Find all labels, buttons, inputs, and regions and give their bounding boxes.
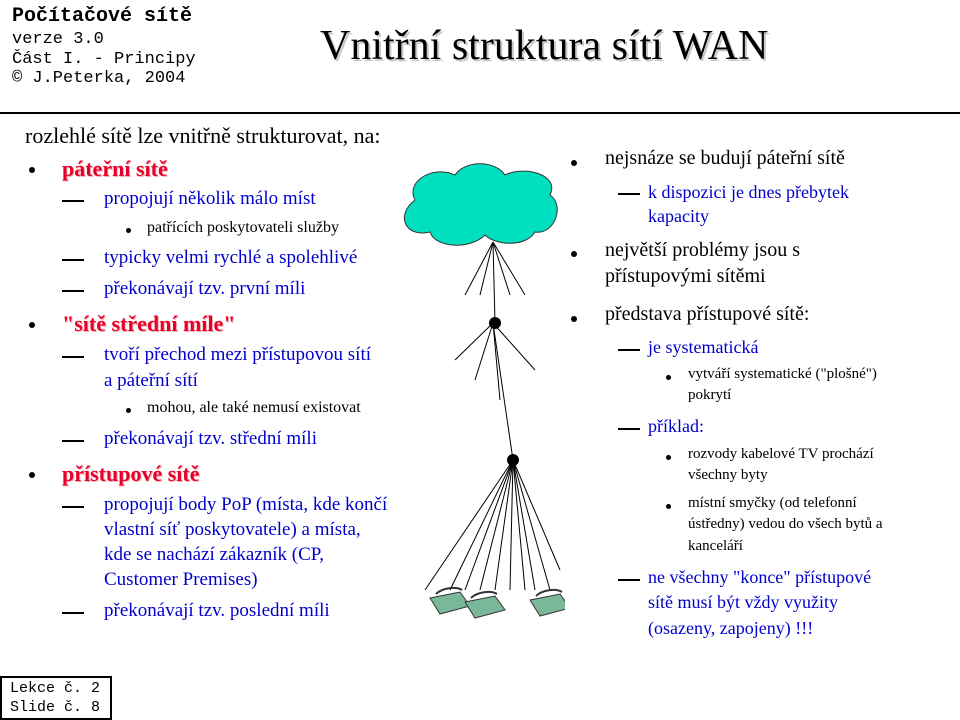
telephone-icon: [430, 588, 470, 614]
left-access-item-2: překonávají tzv. poslední míli: [104, 600, 330, 621]
subbullet-dot: [666, 375, 671, 380]
left-backbone-subitem: patřících poskytovateli služby: [147, 219, 339, 236]
left-backbone-item-1: propojují několik málo míst: [104, 188, 316, 209]
right-bullet-2a: největší problémy jsou s: [605, 239, 800, 261]
bullet-dot: [571, 316, 577, 322]
right-subitem-c2: ústředny) vedou do všech bytů a: [688, 516, 883, 532]
dash-marker: [62, 259, 84, 261]
course-copyright: © J.Peterka, 2004: [12, 69, 186, 88]
subbullet-dot: [666, 455, 671, 460]
telephone-icon: [465, 592, 505, 618]
backbone-cloud: [404, 164, 557, 245]
bullet-dot: [29, 472, 35, 478]
dash-marker: [618, 193, 640, 195]
right-item-3-3b: sítě musí být vždy využity: [648, 592, 838, 612]
left-access-item-1d: Customer Premises): [104, 569, 258, 590]
dash-marker: [618, 428, 640, 430]
left-middle-item-1b: a páteřní sítí: [104, 370, 198, 391]
left-access-item-1c: kde se nachází zákazník (CP,: [104, 544, 324, 565]
left-middle-item-2: překonávají tzv. střední míli: [104, 428, 317, 449]
junction-node: [507, 454, 519, 466]
lecture-number: Lekce č. 2: [10, 680, 101, 697]
right-subitem-b1: rozvody kabelové TV prochází: [688, 446, 874, 462]
right-subitem-c3: kanceláří: [688, 538, 743, 554]
cable-lines: [425, 242, 560, 590]
dash-marker: [62, 506, 84, 508]
right-item-3-2: příklad:: [648, 416, 704, 436]
left-middle-subitem: mohou, ale také nemusí existovat: [147, 399, 361, 416]
right-bullet-3: představa přístupové sítě:: [605, 303, 810, 325]
right-subitem-a1: vytváří systematické ("plošné"): [688, 366, 877, 382]
bullet-dot: [571, 160, 577, 166]
subbullet-dot: [126, 228, 131, 233]
dash-marker: [62, 440, 84, 442]
header-divider: [0, 112, 960, 114]
dash-marker: [62, 290, 84, 292]
left-bullet-backbone: páteřní sítě: [62, 156, 168, 181]
course-version: verze 3.0: [12, 30, 104, 49]
bullet-dot: [571, 251, 577, 257]
dash-marker: [62, 200, 84, 202]
dash-marker: [618, 349, 640, 351]
telephone-icon: [530, 590, 565, 616]
right-item-3-1: je systematická: [648, 337, 759, 357]
left-backbone-item-3: překonávají tzv. první míli: [104, 278, 306, 299]
course-part: Část I. - Principy: [12, 50, 196, 69]
dash-marker: [62, 356, 84, 358]
access-network-diagram: [395, 160, 565, 630]
right-bullet-2b: přístupovými sítěmi: [605, 265, 766, 287]
right-bullet-1: nejsnáze se budují páteřní sítě: [605, 147, 845, 169]
right-item-3-3c: (osazeny, zapojeny) !!!: [648, 618, 814, 638]
bullet-dot: [29, 322, 35, 328]
left-backbone-item-2: typicky velmi rychlé a spolehlivé: [104, 247, 358, 268]
dash-marker: [62, 612, 84, 614]
dash-marker: [618, 579, 640, 581]
subbullet-dot: [666, 504, 671, 509]
junction-node: [489, 317, 501, 329]
left-middle-item-1a: tvoří přechod mezi přístupovou sítí: [104, 344, 372, 365]
subbullet-dot: [126, 408, 131, 413]
right-subitem-a2: pokrytí: [688, 387, 732, 403]
right-item-3-3a: ne všechny "konce" přístupové: [648, 567, 872, 587]
slide-title: Vnitřní struktura sítí WAN: [320, 23, 769, 69]
course-title: Počítačové sítě: [12, 5, 193, 28]
right-item-1b: kapacity: [648, 206, 709, 226]
right-item-1a: k dispozici je dnes přebytek: [648, 182, 849, 202]
left-access-item-1a: propojují body PoP (místa, kde končí: [104, 494, 388, 515]
left-bullet-middle-mile: "sítě střední míle": [62, 311, 236, 336]
right-subitem-c1: místní smyčky (od telefonní: [688, 495, 857, 511]
right-subitem-b2: všechny byty: [688, 467, 768, 483]
bullet-dot: [29, 167, 35, 173]
left-intro: rozlehlé sítě lze vnitřně strukturovat, na:: [25, 123, 381, 148]
left-bullet-access: přístupové sítě: [62, 461, 200, 486]
slide-number: Slide č. 8: [10, 699, 101, 716]
left-access-item-1b: vlastní síť poskytovatele) a místa,: [104, 519, 361, 540]
